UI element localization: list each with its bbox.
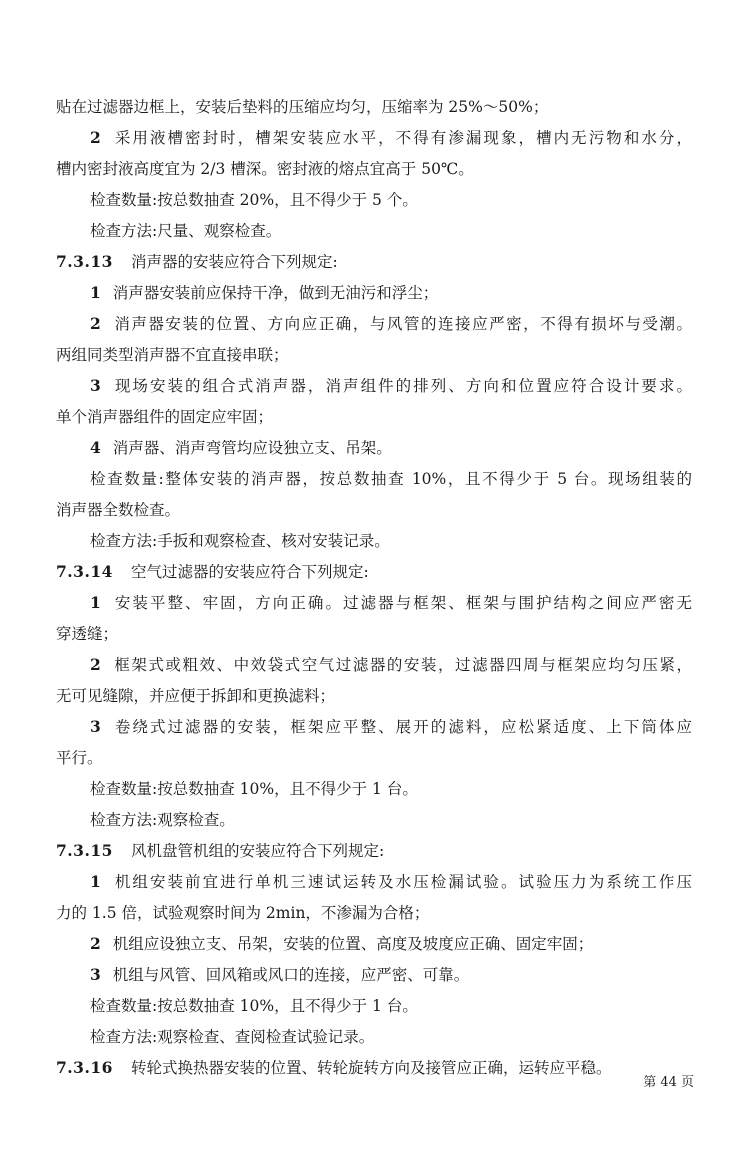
item-number: 2 bbox=[90, 655, 101, 674]
text-line: 穿透缝； bbox=[56, 625, 119, 643]
text-line: 槽内密封液高度宜为 2/3 槽深。密封液的熔点宜高于 50℃。 bbox=[56, 160, 474, 178]
section-number: 7.3.15 bbox=[56, 841, 113, 860]
text-line: 力的 1.5 倍，试验观察时间为 2min，不渗漏为合格； bbox=[56, 904, 430, 922]
text-line: 单个消声器组件的固定应牢固； bbox=[56, 408, 274, 426]
list-item: 2 机组应设独立支、吊架，安装的位置、高度及坡度应正确、固定牢固； bbox=[90, 934, 594, 953]
item-number: 2 bbox=[90, 128, 101, 147]
section-number: 7.3.16 bbox=[56, 1058, 113, 1077]
page-number: 第 44 页 bbox=[643, 1075, 694, 1090]
list-item: 4 消声器、消声弯管均应设独立支、吊架。 bbox=[90, 438, 392, 457]
text-line: 平行。 bbox=[56, 749, 103, 767]
item-number: 1 bbox=[90, 593, 101, 612]
check-method: 检查方法:观察检查、查阅检查试验记录。 bbox=[90, 1028, 375, 1046]
section-heading: 7.3.15 风机盘管机组的安装应符合下列规定: bbox=[56, 841, 385, 860]
list-item: 3 机组与风管、回风箱或风口的连接，应严密、可靠。 bbox=[90, 965, 470, 984]
item-number: 3 bbox=[90, 965, 101, 984]
section-heading: 7.3.13 消声器的安装应符合下列规定: bbox=[56, 252, 338, 271]
item-number: 2 bbox=[90, 934, 101, 953]
check-method: 检查方法:尺量、观察检查。 bbox=[90, 222, 282, 240]
section-number: 7.3.13 bbox=[56, 252, 113, 271]
text-line: 无可见缝隙，并应便于拆卸和更换滤料； bbox=[56, 687, 336, 705]
item-number: 1 bbox=[90, 872, 101, 891]
list-item: 1 机组安装前宜进行单机三速试运转及水压检漏试验。试验压力为系统工作压 bbox=[90, 872, 692, 891]
check-method: 检查方法:手扳和观察检查、核对安装记录。 bbox=[90, 532, 390, 550]
section-number: 7.3.14 bbox=[56, 562, 113, 581]
section-heading: 7.3.14 空气过滤器的安装应符合下列规定: bbox=[56, 562, 369, 581]
check-quantity: 检查数量:按总数抽查 10%，且不得少于 1 台。 bbox=[90, 780, 418, 798]
item-number: 1 bbox=[90, 283, 101, 302]
check-quantity: 检查数量:按总数抽查 20%，且不得少于 5 个。 bbox=[90, 191, 418, 209]
list-item: 1 安装平整、牢固，方向正确。过滤器与框架、框架与围护结构之间应严密无 bbox=[90, 593, 692, 612]
list-item: 3 卷绕式过滤器的安装，框架应平整、展开的滤料，应松紧适度、上下筒体应 bbox=[90, 717, 692, 736]
text-line: 两组同类型消声器不宜直接串联； bbox=[56, 346, 289, 364]
list-item: 1 消声器安装前应保持干净，做到无油污和浮尘； bbox=[90, 283, 439, 302]
list-item: 3 现场安装的组合式消声器，消声组件的排列、方向和位置应符合设计要求。 bbox=[90, 376, 692, 395]
item-number: 2 bbox=[90, 314, 101, 333]
item-number: 3 bbox=[90, 376, 101, 395]
item-number: 3 bbox=[90, 717, 101, 736]
section-heading: 7.3.16 转轮式换热器安装的位置、转轮旋转方向及接管应正确，运转应平稳。 bbox=[56, 1058, 612, 1077]
text-line: 贴在过滤器边框上，安装后垫料的压缩应均匀，压缩率为 25%～50%； bbox=[56, 98, 549, 116]
check-quantity: 检查数量:按总数抽查 10%，且不得少于 1 台。 bbox=[90, 997, 418, 1015]
check-method: 检查方法:观察检查。 bbox=[90, 811, 235, 829]
check-quantity: 检查数量:整体安装的消声器，按总数抽查 10%，且不得少于 5 台。现场组装的 bbox=[90, 470, 692, 488]
list-item: 2 采用液槽密封时，槽架安装应水平，不得有渗漏现象，槽内无污物和水分， bbox=[90, 128, 692, 147]
list-item: 2 消声器安装的位置、方向应正确，与风管的连接应严密，不得有损坏与受潮。 bbox=[90, 314, 692, 333]
item-number: 4 bbox=[90, 438, 101, 457]
text-line: 消声器全数检查。 bbox=[56, 501, 181, 519]
list-item: 2 框架式或粗效、中效袋式空气过滤器的安装，过滤器四周与框架应均匀压紧， bbox=[90, 655, 692, 674]
